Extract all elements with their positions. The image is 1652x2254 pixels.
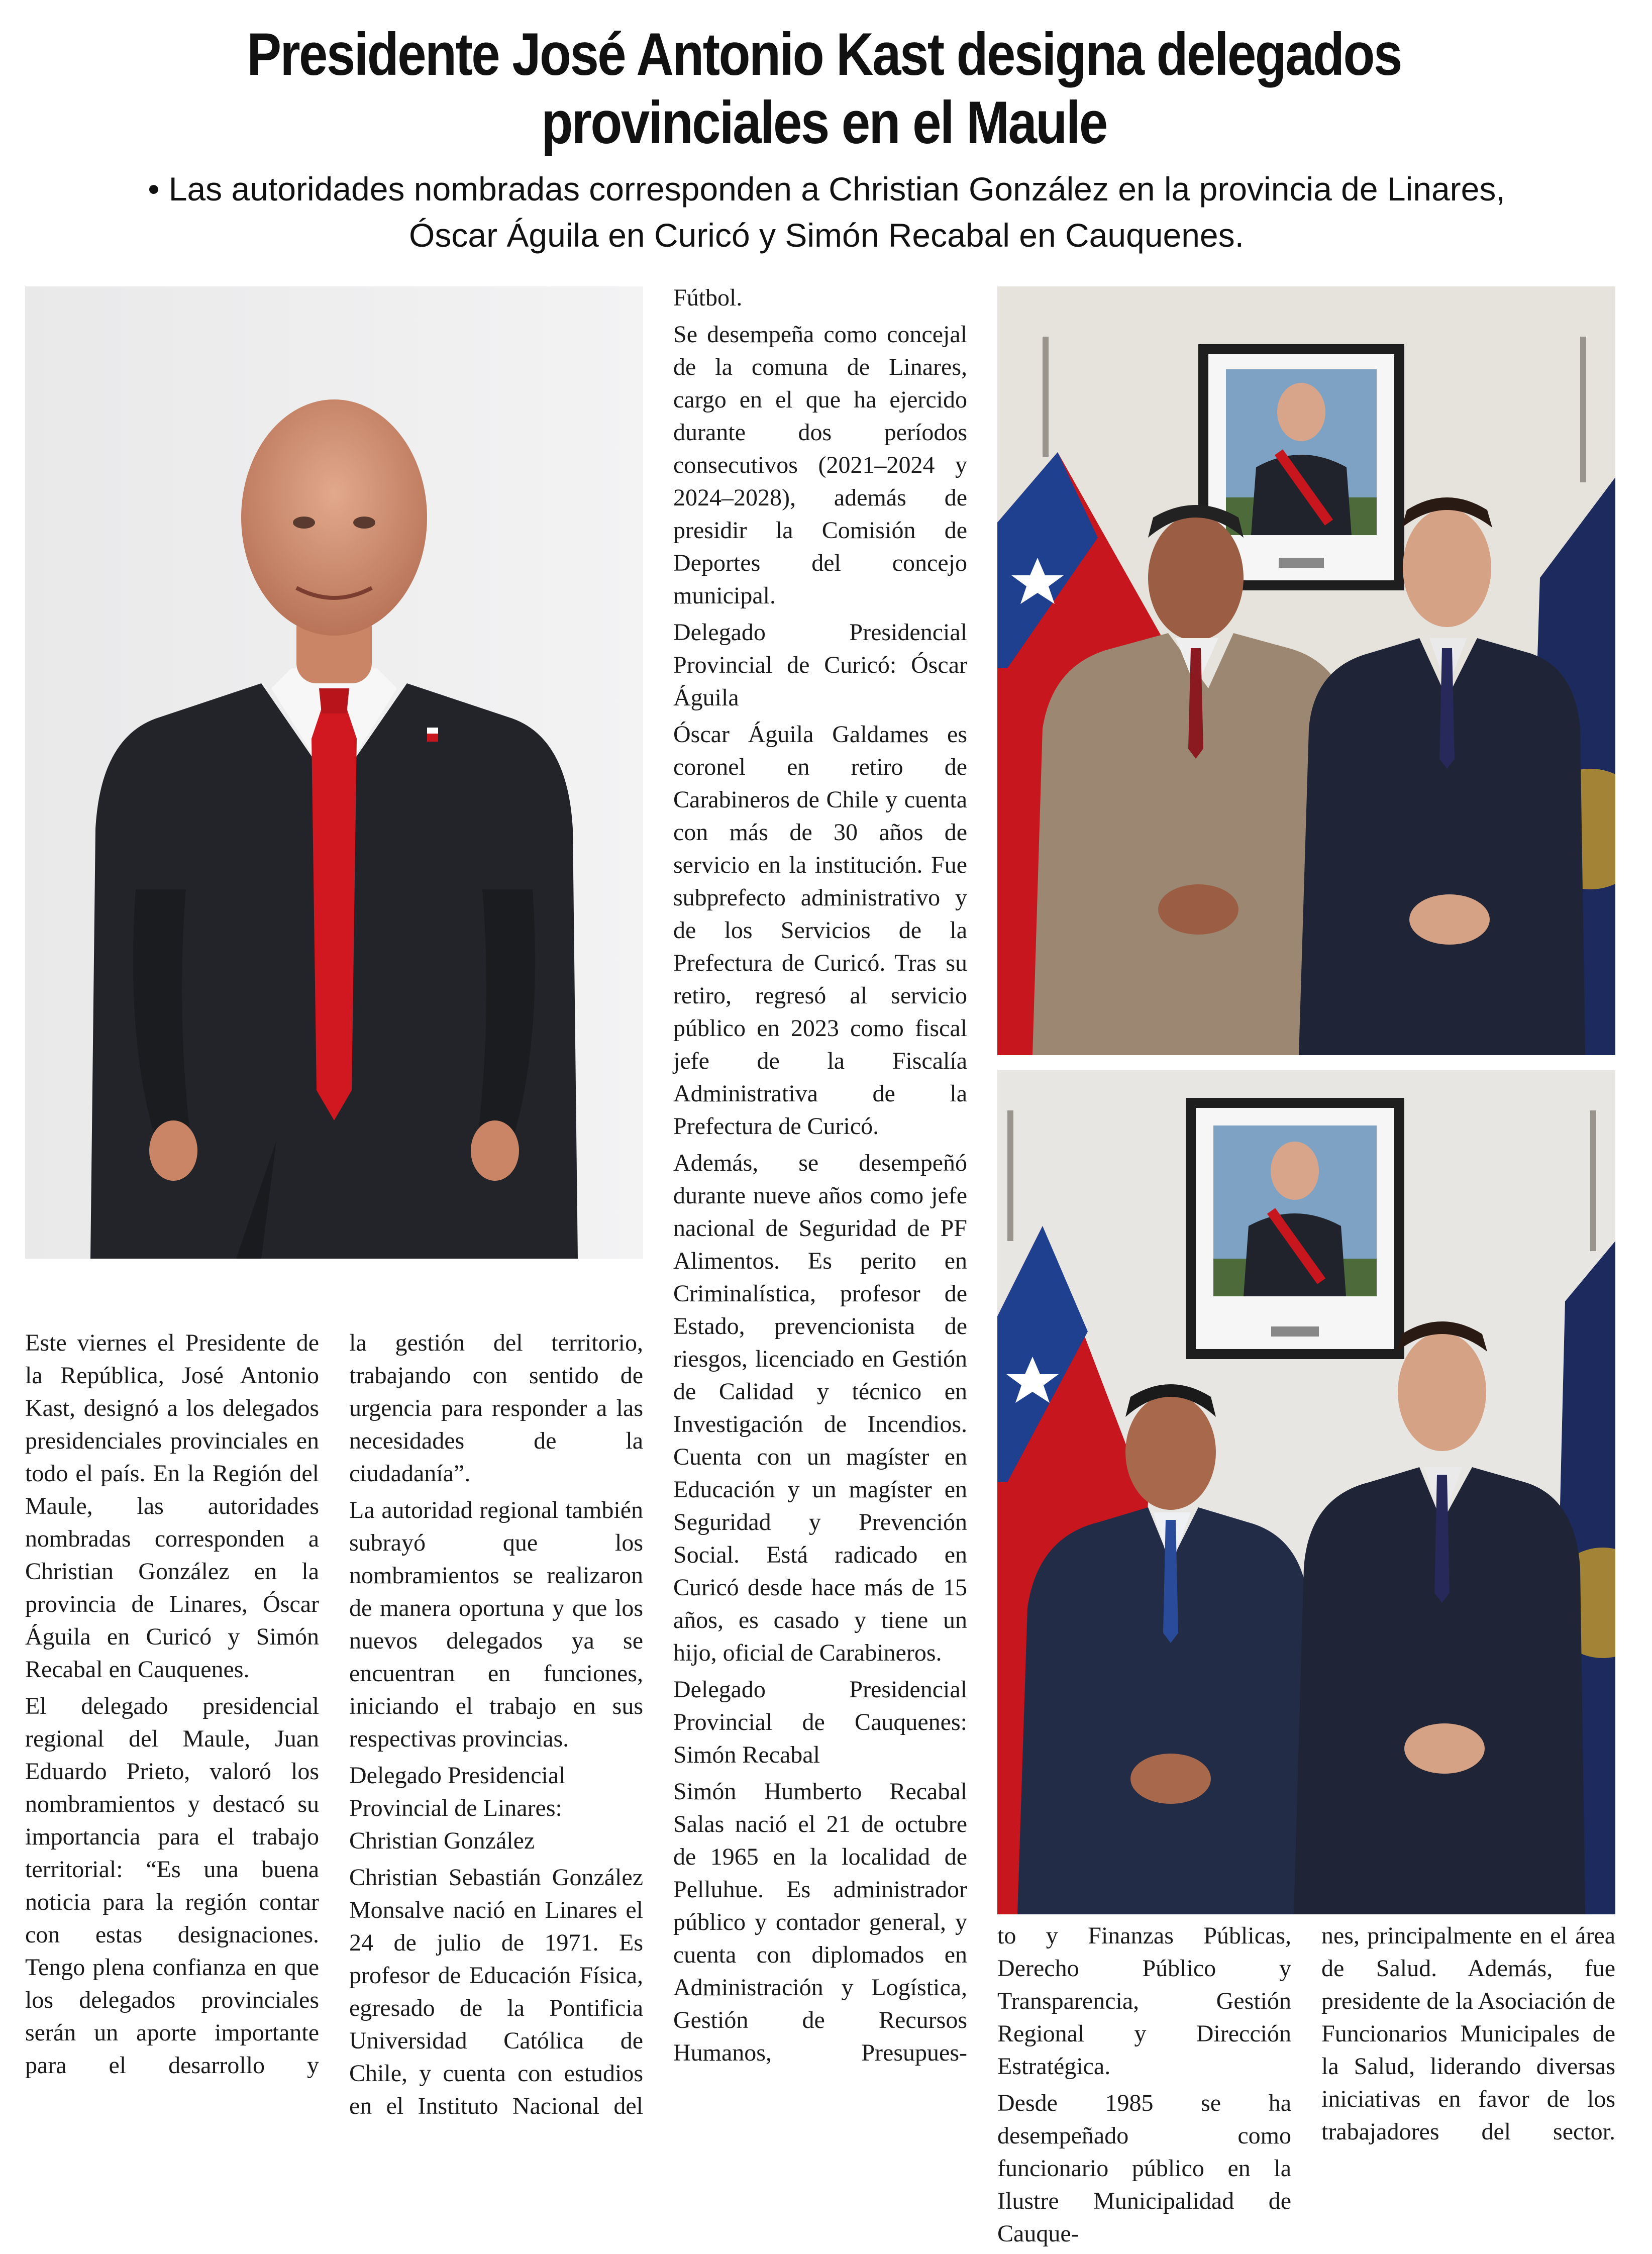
deck-line-2: Óscar Águila en Curicó y Simón Recabal en Cauquenes. [409,217,1244,254]
column-4 [997,1919,1291,2254]
col2-paragraph-3: Christian Sebastián González Monsalve nació en Linares el 24 de julio de 1971. Es profesor de Educación Física, egresado de la Pontificia Universidad Católica de Chile, y cuenta con estudios en el Instituto Nacional del [349,1864,643,2119]
deck-line-1: • Las autoridades nombradas corresponden a Christian González en la provincia de Linares, [148,170,1505,208]
col4-paragraph-1: to y Finanzas Públicas, Derecho Público y Transparencia, Gestión Regional y Dirección Estratégica. [997,1922,1291,2080]
headline-line-1: Presidente José Antonio Kast designa delegados [247,21,1401,88]
deck [70,166,1583,258]
column-5 [1321,1919,1615,2152]
col3-paragraph-0: Fútbol. [673,284,743,311]
col2-paragraph-2: La autoridad regional también subrayó que los nombramientos se realizaron de manera oportuna y que los nuevos delegados ya se encuentran en funciones, iniciando el trabajo en sus respectivas provincias. [349,1497,643,1752]
col1-paragraph-1: Este viernes el Presidente de la República, José Antonio Kast, designó a los delegados presidenciales provinciales en todo el país. En la Región del Maule, las autoridades nombradas corresponden a Christian González en la provincia de Linares, Óscar Águila en Curicó y Simón Recabal en Cauquenes. [25,1329,319,1683]
headline-line-2: provinciales en el Maule [541,89,1107,156]
photo-top-right [997,286,1615,1055]
col3-paragraph-3: Además, se desempeñó durante nueve años como jefe nacional de Seguridad de PF Alimentos. Es perito en Criminalística, profesor de Estado, prevencionista de riesgos, licenciado en Gestión de Calidad y técnico en Investigación de Incendios. Cuenta con un magíster en Educación y un magíster en Seguridad y Prevención Social. Está radicado en Curicó desde hace más de 15 años, es casado y tiene un hijo, oficial de Carabineros. [673,1150,967,1666]
col3-paragraph-2: Óscar Águila Galdames es coronel en retiro de Carabineros de Chile y cuenta con más de 30 años de servicio en la institución. Fue subprefecto administrativo y de los Servicios de la Prefectura de Curicó. Tras su retiro, regresó al servicio público en 2023 como fiscal jefe de la Fiscalía Administrativa de la Prefectura de Curicó. [673,721,967,1140]
col5-paragraph-1: nes, principalmente en el área de Salud. Además, fue presidente de la Asociación de Funcionarios Municipales de la Salud, liderando diversas iniciativas en favor de los trabajadores del sector. [1321,1922,1615,2145]
col3-paragraph-4: Simón Humberto Recabal Salas nació el 21 de octubre de 1965 en la localidad de Pelluhue. Es administrador público y contador general, y cuenta con diplomados en Administración y Logística, Gestión de Recursos Humanos, Presupues- [673,1778,967,2066]
photo-oscar-aguila-illustration [997,286,1615,1055]
col2-paragraph-1: la gestión del territorio, trabajando con sentido de urgencia para responder a las necesidades de la ciudadanía”. [349,1329,643,1487]
headline [167,20,1481,157]
portrait-photo [25,286,643,1259]
col1-paragraph-2: El delegado presidencial regional del Maule, Juan Eduardo Prieto, valoró los nombramientos y destacó su importancia para el trabajo territorial: “Es una buena noticia para la región contar con estas designaciones. Tengo plena confianza en que los delegados provinciales serán un aporte importante para el desarrollo y [25,1693,319,2079]
col3-paragraph-1: Se desempeña como concejal de la comuna de Linares, cargo en el que ha ejercido durante dos períodos consecutivos (2021–2024 y 2024–2028), además de presidir la Comisión de Deportes del concejo municipal. [673,321,967,609]
col2-subheading-linares: Delegado Presidencial Provincial de Linares: Christian González [349,1762,566,1854]
photo-bottom-right [997,1070,1615,1914]
column-3 [673,281,967,2073]
portrait-illustration [25,286,643,1259]
col3-subheading-cauquenes: Delegado Presidencial Provincial de Cauquenes: Simón Recabal [673,1676,967,1768]
col4-paragraph-2: Desde 1985 se ha desempeñado como funcionario público en la Ilustre Municipalidad de Cauque- [997,2090,1291,2247]
column-2 [349,1326,643,2126]
column-1 [25,1326,319,2086]
col3-subheading-curico: Delegado Presidencial Provincial de Curicó: Óscar Águila [673,619,967,711]
photo-simon-recabal-illustration [997,1070,1615,1914]
